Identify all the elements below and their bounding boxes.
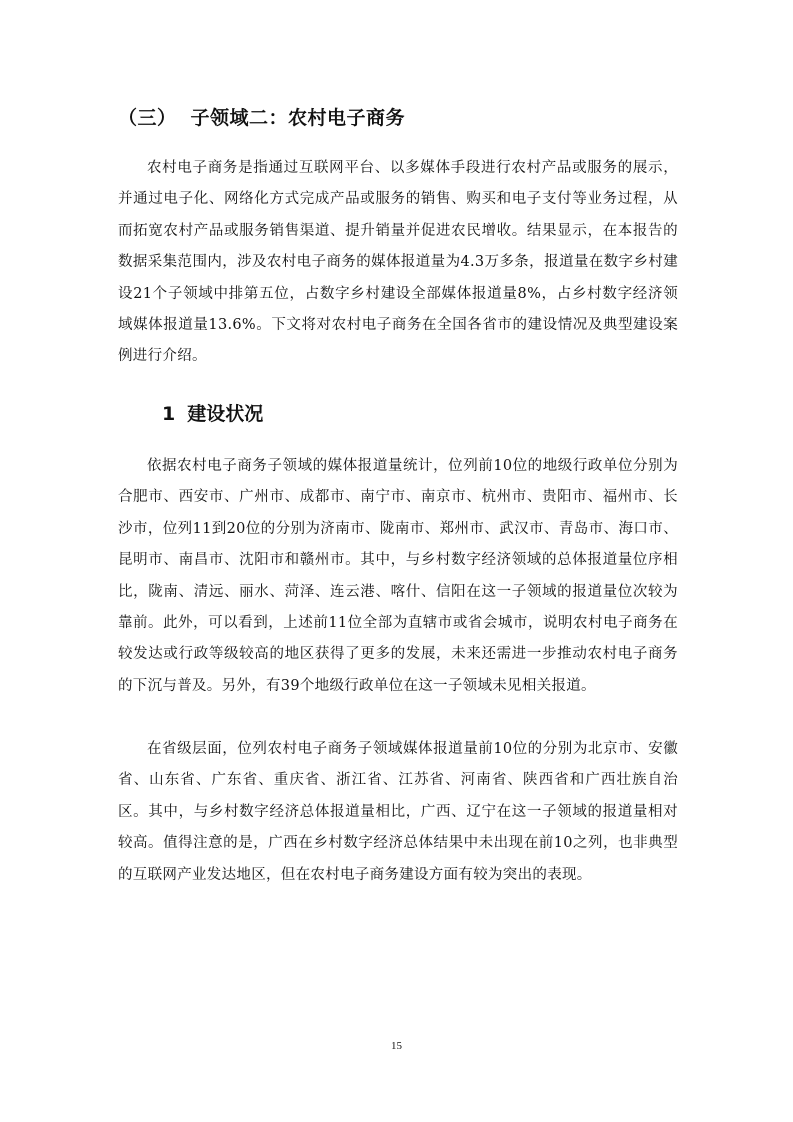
body-paragraph-prefecture: 依据农村电子商务子领域的媒体报道量统计，位列前10位的地级行政单位分别为合肥市、西安市、广州市、成都市、南宁市、南京市、杭州市、贵阳市、福州市、长沙市，位列11到20位的分别为济南市、陇南市、郑州市、武汉市、青岛市、海口市、昆明市、南昌市、沈阳市和赣州市。其中，与乡村数字经济领域的总体报道量位序相比，陇南、清远、丽水、菏泽、连云港、喀什、信阳在这一子领域的报道量位次较为靠前。此外，可以看到，上述前11位全部为直辖市或省会城市，说明农村电子商务在较发达或行政等级较高的地区获得了更多的发展，未来还需进一步推动农村电子商务的下沉与普及。另外，有39个地级行政单位在这一子领域未见相关报道。 [118,458,678,694]
body-paragraph-province: 在省级层面，位列农村电子商务子领域媒体报道量前10位的分别为北京市、安徽省、山东省、广东省、重庆省、浙江省、江苏省、河南省、陕西省和广西壮族自治区。其中，与乡村数字经济总体报道量相比，广西、辽宁在这一子领域的报道量相对较高。值得注意的是，广西在乡村数字经济总体结果中未出现在前10之列，也非典型的互联网产业发达地区，但在农村电子商务建设方面有较为突出的表现。 [118,741,678,883]
subsection-heading [162,399,263,426]
section-heading [118,103,405,130]
page-number: 15 [391,1040,402,1052]
intro-paragraph: 农村电子商务是指通过互联网平台、以多媒体手段进行农村产品或服务的展示，并通过电子化、网络化方式完成产品或服务的销售、购买和电子支付等业务过程，从而拓宽农村产品或服务销售渠道、提升销量并促进农民增收。结果显示，在本报告的数据采集范围内，涉及农村电子商务的媒体报道量为4.3万多条，报道量在数字乡村建设21个子领域中排第五位，占数字乡村建设全部媒体报道量8%，占乡村数字经济领域媒体报道量13.6%。下文将对农村电子商务在全国各省市的建设情况及典型建设案例进行介绍。 [118,160,678,365]
subsection-title: 建设状况 [187,403,264,425]
subsection-number: 1 [162,403,176,425]
section-title: 子领域二：农村电子商务 [190,107,406,129]
section-number: （三） [118,107,177,129]
